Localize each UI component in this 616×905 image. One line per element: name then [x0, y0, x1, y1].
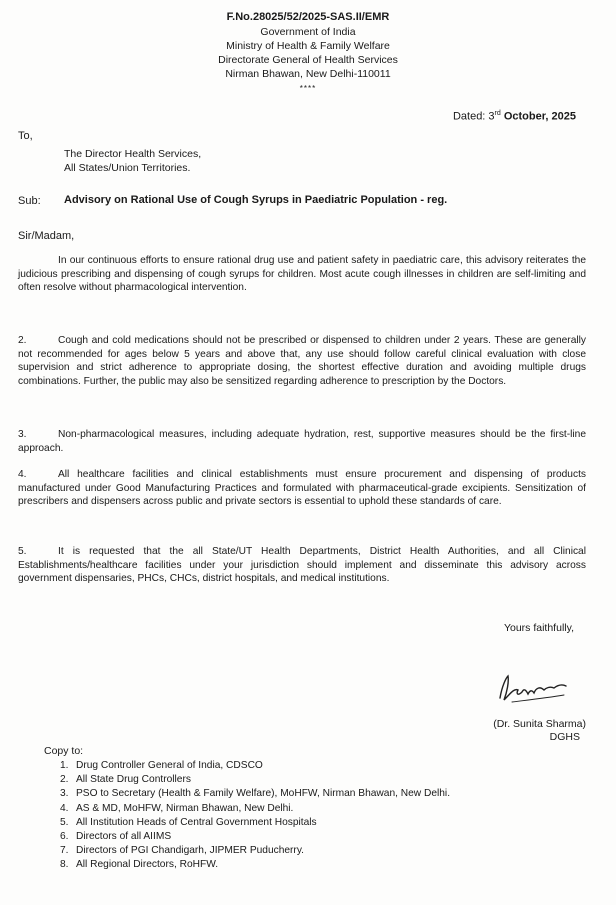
file-number: F.No.28025/52/2025-SAS.II/EMR	[226, 11, 390, 23]
list-item-number: 7.	[60, 845, 69, 857]
list-item-number: 1.	[60, 760, 69, 771]
list-item-number: 3.	[60, 788, 69, 800]
paragraph-4	[18, 468, 586, 509]
list-item-number: 6.	[60, 831, 69, 843]
list-item	[60, 830, 450, 844]
paragraph-1	[18, 254, 586, 295]
paragraph-3	[18, 428, 586, 455]
list-item	[60, 802, 450, 816]
list-item	[60, 844, 450, 858]
date-rest: October, 2025	[500, 110, 576, 123]
list-item-text: Directors of all AIIMS	[76, 831, 172, 843]
header-address: Nirman Bhawan, New Delhi-110011	[225, 68, 391, 80]
list-item-text: All State Drug Controllers	[76, 774, 191, 786]
list-item-number: 5.	[60, 816, 69, 828]
paragraph-number: 2.	[18, 335, 27, 346]
date-label: Dated: 3	[452, 110, 495, 123]
header-stars: ****	[299, 84, 317, 93]
salutation: Sir/Madam,	[18, 230, 75, 242]
copy-to-list	[60, 759, 450, 873]
subject-text: Advisory on Rational Use of Cough Syrups in Paediatric Population - reg.	[64, 194, 448, 206]
paragraph-number: 4.	[18, 469, 27, 480]
list-item-text: All Regional Directors, RoHFW.	[76, 859, 219, 871]
addressee-line-1: The Director Health Services,	[64, 148, 202, 160]
list-item	[60, 773, 450, 787]
list-item-text: Directors of PGI Chandigarh, JIPMER Puducherry.	[76, 845, 304, 857]
copy-to-label: Copy to:	[44, 745, 84, 757]
paragraph-number: 5.	[18, 546, 27, 557]
list-item-text: AS & MD, MoHFW, Nirman Bhawan, New Delhi.	[76, 802, 294, 814]
paragraph-number: 3.	[18, 429, 27, 440]
list-item-number: 4.	[60, 802, 69, 814]
header-ministry: Ministry of Health & Family Welfare	[226, 40, 390, 52]
paragraph-5	[18, 545, 586, 586]
signatory-name: (Dr. Sunita Sharma)	[493, 718, 586, 730]
to-label: To,	[18, 130, 33, 142]
date-line	[453, 110, 576, 123]
header-government: Government of India	[260, 26, 356, 38]
subject-label: Sub:	[18, 195, 41, 207]
list-item-text: PSO to Secretary (Health & Family Welfare), MoHFW, Nirman Bhawan, New Delhi.	[76, 788, 451, 800]
paragraph-text: Non-pharmacological measures, including adequate hydration, rest, supportive measures should be the first-line approach.	[18, 429, 586, 454]
list-item-text: Drug Controller General of India, CDSCO	[76, 760, 263, 771]
signatory-designation: DGHS	[549, 731, 580, 743]
list-item-number: 8.	[60, 859, 69, 871]
paragraph-text: All healthcare facilities and clinical establishments must ensure procurement and dispensing of products manufactured under Good Manufacturing Practices and formulated with pharmaceutical-grade excipients. Sensitization of prescribers and dispensers across public and private sectors is essential to uphold these standards of care.	[18, 469, 586, 508]
list-item-number: 2.	[60, 774, 69, 786]
list-item	[60, 787, 450, 801]
list-item	[60, 759, 450, 773]
paragraph-text: It is requested that the all State/UT Health Departments, District Health Authorities, and all Clinical Establishments/healthcare facilities under your jurisdiction should implement and disseminate this advisory across government dispensaries, PHCs, CHCs, district hospitals, and medical institutions.	[18, 546, 586, 585]
paragraph-text: Cough and cold medications should not be prescribed or dispensed to children under 2 years. These are generally not recommended for ages below 5 years and above that, any use should follow careful clinical evaluation with close supervision and strict adherence to appropriate dosing, the shortest effective duration and avoiding multiple drugs combinations. Further, the public may also be sensitized regarding adherence to prescription by the Doctors.	[18, 335, 586, 387]
signature-image	[492, 668, 572, 713]
date-suffix: rd	[494, 110, 501, 117]
header-directorate: Directorate General of Health Services	[218, 54, 398, 66]
list-item-text: All Institution Heads of Central Government Hospitals	[76, 816, 317, 828]
paragraph-2	[18, 334, 586, 388]
closing: Yours faithfully,	[503, 622, 574, 634]
handwritten-signature	[492, 668, 572, 708]
addressee-line-2: All States/Union Territories.	[64, 162, 191, 174]
list-item	[60, 858, 450, 872]
paragraph-text: In our continuous efforts to ensure rational drug use and patient safety in paediatric care, this advisory reiterates the judicious prescribing and dispensing of cough syrups for children. Most acute cough illnesses in children are self-limiting and often resolve without pharmacological intervention.	[18, 255, 586, 294]
list-item	[60, 816, 450, 830]
